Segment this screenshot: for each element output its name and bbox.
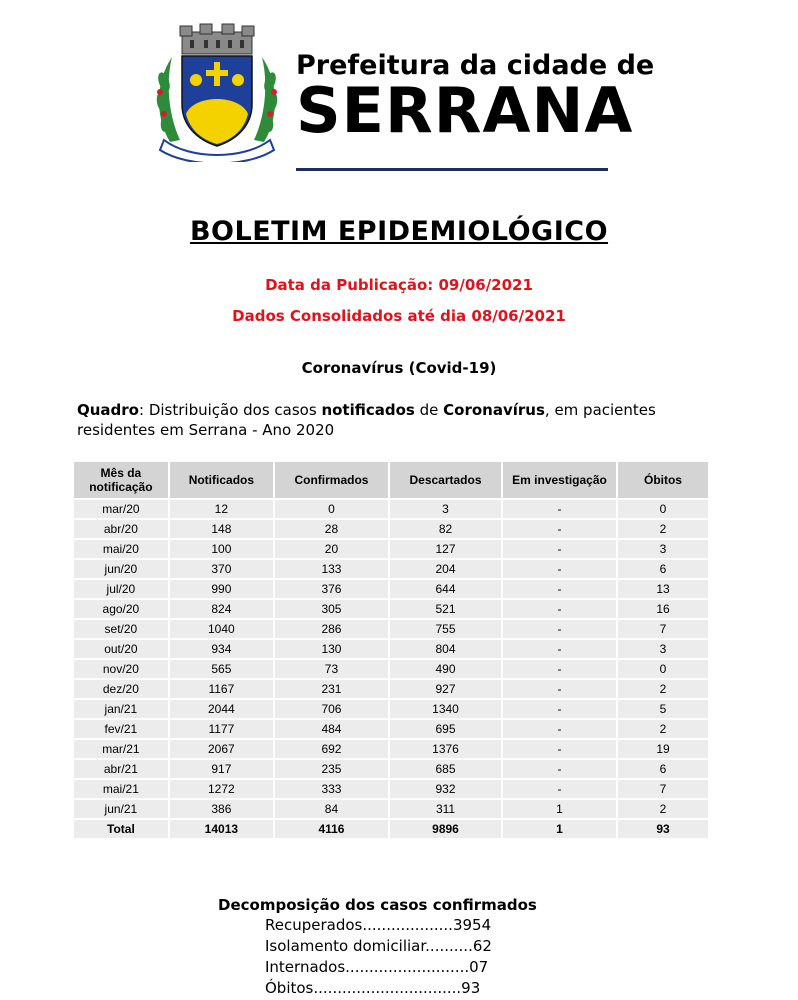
cell-discarded: 204 <box>390 560 501 578</box>
cell-investigation: - <box>503 560 616 578</box>
cell-deaths: 0 <box>618 500 708 518</box>
total-investigation: 1 <box>503 820 616 838</box>
table-header-row <box>74 462 708 498</box>
cell-discarded: 311 <box>390 800 501 818</box>
cell-confirmed: 305 <box>275 600 388 618</box>
quadro-bold-1: notificados <box>321 401 415 419</box>
total-month: Total <box>74 820 168 838</box>
cell-confirmed: 84 <box>275 800 388 818</box>
table-row <box>74 740 708 758</box>
cell-investigation: - <box>503 660 616 678</box>
cell-deaths: 19 <box>618 740 708 758</box>
table-row <box>74 780 708 798</box>
table-row <box>74 500 708 518</box>
cell-investigation: - <box>503 740 616 758</box>
cell-month: mai/21 <box>74 780 168 798</box>
cell-notified: 565 <box>170 660 273 678</box>
cell-confirmed: 133 <box>275 560 388 578</box>
cell-investigation: - <box>503 720 616 738</box>
brand <box>296 50 655 147</box>
cell-deaths: 0 <box>618 660 708 678</box>
table-row <box>74 760 708 778</box>
table-row <box>74 580 708 598</box>
cell-discarded: 932 <box>390 780 501 798</box>
cell-investigation: - <box>503 760 616 778</box>
cell-month: jun/20 <box>74 560 168 578</box>
cell-discarded: 685 <box>390 760 501 778</box>
cell-deaths: 5 <box>618 700 708 718</box>
cell-confirmed: 73 <box>275 660 388 678</box>
cell-confirmed: 286 <box>275 620 388 638</box>
cell-notified: 2044 <box>170 700 273 718</box>
cell-deaths: 2 <box>618 720 708 738</box>
cell-deaths: 2 <box>618 800 708 818</box>
header-month: Mês da notificação <box>74 462 168 498</box>
cell-notified: 824 <box>170 600 273 618</box>
table-row <box>74 800 708 818</box>
header-deaths: Óbitos <box>618 462 708 498</box>
cell-investigation: - <box>503 780 616 798</box>
brand-rule <box>296 168 608 171</box>
header <box>150 22 655 162</box>
total-deaths: 93 <box>618 820 708 838</box>
decomposition-list <box>265 915 492 999</box>
cell-notified: 1272 <box>170 780 273 798</box>
table-row <box>74 520 708 538</box>
cell-confirmed: 235 <box>275 760 388 778</box>
cell-discarded: 3 <box>390 500 501 518</box>
cell-deaths: 3 <box>618 540 708 558</box>
decomposition-deaths: Óbitos...............................93 <box>265 979 481 997</box>
cell-deaths: 16 <box>618 600 708 618</box>
cell-deaths: 13 <box>618 580 708 598</box>
cell-notified: 370 <box>170 560 273 578</box>
cell-discarded: 1376 <box>390 740 501 758</box>
cell-month: ago/20 <box>74 600 168 618</box>
cell-discarded: 82 <box>390 520 501 538</box>
consolidated-date: Dados Consolidados até dia 08/06/2021 <box>232 307 566 325</box>
cell-notified: 1167 <box>170 680 273 698</box>
cell-confirmed: 0 <box>275 500 388 518</box>
cell-confirmed: 231 <box>275 680 388 698</box>
table-row <box>74 620 708 638</box>
cell-investigation: - <box>503 540 616 558</box>
cell-investigation: - <box>503 600 616 618</box>
subtitle: Coronavírus (Covid-19) <box>301 359 497 377</box>
quadro-label: Quadro <box>77 401 139 419</box>
cell-discarded: 1340 <box>390 700 501 718</box>
cell-month: jun/21 <box>74 800 168 818</box>
cell-discarded: 695 <box>390 720 501 738</box>
cell-discarded: 644 <box>390 580 501 598</box>
publication-date: Data da Publicação: 09/06/2021 <box>265 276 533 294</box>
table-row <box>74 720 708 738</box>
table-row <box>74 540 708 558</box>
header-investigation: Em investigação <box>503 462 616 498</box>
cell-notified: 12 <box>170 500 273 518</box>
cell-notified: 934 <box>170 640 273 658</box>
cell-month: jan/21 <box>74 700 168 718</box>
decomposition-home-isolation: Isolamento domiciliar..........62 <box>265 937 492 955</box>
cell-investigation: - <box>503 520 616 538</box>
quadro-text-3: , em pacientes residentes em Serrana - Ano 2020 <box>77 401 656 439</box>
cell-discarded: 521 <box>390 600 501 618</box>
quadro-text-2: de <box>414 401 444 419</box>
cell-notified: 1040 <box>170 620 273 638</box>
cell-month: dez/20 <box>74 680 168 698</box>
cell-notified: 100 <box>170 540 273 558</box>
brand-line2: SERRANA <box>296 74 634 147</box>
quadro-bold-2: Coronavírus <box>443 401 545 419</box>
cell-notified: 148 <box>170 520 273 538</box>
quadro-caption <box>77 400 737 440</box>
quadro-text-1: : Distribuição dos casos <box>139 401 322 419</box>
cell-month: set/20 <box>74 620 168 638</box>
cases-table <box>72 460 710 840</box>
cell-investigation: - <box>503 680 616 698</box>
total-notified: 14013 <box>170 820 273 838</box>
cell-confirmed: 692 <box>275 740 388 758</box>
cell-notified: 990 <box>170 580 273 598</box>
cell-investigation: 1 <box>503 800 616 818</box>
cell-deaths: 7 <box>618 620 708 638</box>
decomposition-hospitalized: Internados..........................07 <box>265 958 489 976</box>
total-discarded: 9896 <box>390 820 501 838</box>
cell-confirmed: 28 <box>275 520 388 538</box>
cell-month: mar/20 <box>74 500 168 518</box>
cell-month: jul/20 <box>74 580 168 598</box>
table-row <box>74 680 708 698</box>
cell-deaths: 6 <box>618 760 708 778</box>
total-confirmed: 4116 <box>275 820 388 838</box>
cell-notified: 2067 <box>170 740 273 758</box>
cell-confirmed: 706 <box>275 700 388 718</box>
header-discarded: Descartados <box>390 462 501 498</box>
cell-notified: 1177 <box>170 720 273 738</box>
table-row <box>74 700 708 718</box>
cell-investigation: - <box>503 620 616 638</box>
cell-deaths: 3 <box>618 640 708 658</box>
table-row <box>74 640 708 658</box>
table-row <box>74 600 708 618</box>
cell-notified: 917 <box>170 760 273 778</box>
cell-deaths: 2 <box>618 680 708 698</box>
cell-deaths: 2 <box>618 520 708 538</box>
cell-month: mar/21 <box>74 740 168 758</box>
brand-line1: Prefeitura da cidade de <box>296 50 655 81</box>
cell-discarded: 490 <box>390 660 501 678</box>
cell-confirmed: 376 <box>275 580 388 598</box>
decomposition-recovered: Recuperados...................3954 <box>265 916 492 934</box>
cell-confirmed: 130 <box>275 640 388 658</box>
table-body <box>74 500 708 838</box>
cell-confirmed: 20 <box>275 540 388 558</box>
cell-notified: 386 <box>170 800 273 818</box>
cell-discarded: 927 <box>390 680 501 698</box>
cell-month: mai/20 <box>74 540 168 558</box>
cell-month: nov/20 <box>74 660 168 678</box>
cell-confirmed: 333 <box>275 780 388 798</box>
cell-investigation: - <box>503 700 616 718</box>
decomposition-title: Decomposição dos casos confirmados <box>218 896 537 914</box>
header-notified: Notificados <box>170 462 273 498</box>
table-total-row <box>74 820 708 838</box>
table-row <box>74 560 708 578</box>
cell-discarded: 804 <box>390 640 501 658</box>
cell-deaths: 6 <box>618 560 708 578</box>
header-confirmed: Confirmados <box>275 462 388 498</box>
cell-month: abr/20 <box>74 520 168 538</box>
cell-investigation: - <box>503 640 616 658</box>
cell-month: out/20 <box>74 640 168 658</box>
cell-month: abr/21 <box>74 760 168 778</box>
bulletin-title: BOLETIM EPIDEMIOLÓGICO <box>189 216 609 247</box>
cell-discarded: 755 <box>390 620 501 638</box>
cell-discarded: 127 <box>390 540 501 558</box>
cell-confirmed: 484 <box>275 720 388 738</box>
city-crest-logo <box>150 22 284 162</box>
cell-month: fev/21 <box>74 720 168 738</box>
table-row <box>74 660 708 678</box>
cell-investigation: - <box>503 500 616 518</box>
cell-investigation: - <box>503 580 616 598</box>
cell-deaths: 7 <box>618 780 708 798</box>
